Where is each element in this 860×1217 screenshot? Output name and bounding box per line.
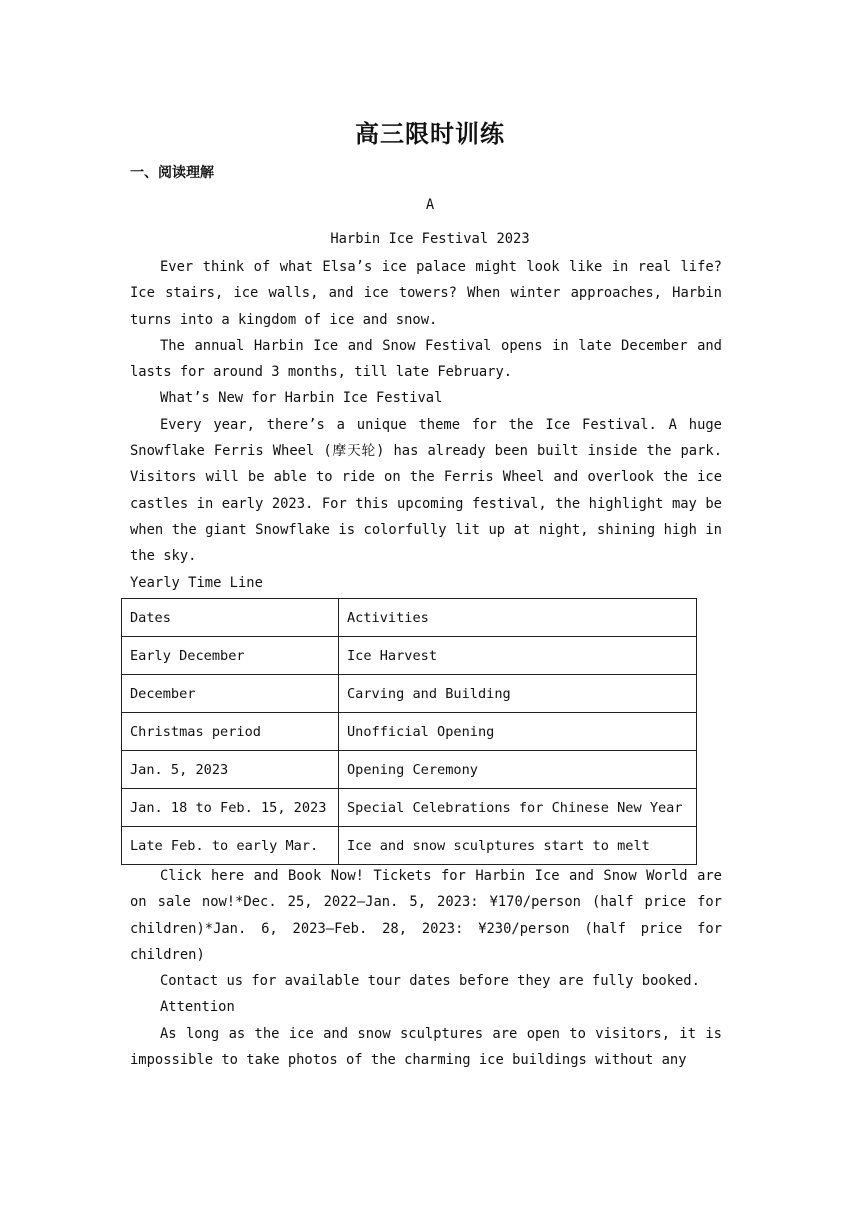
activity-cell: Ice and snow sculptures start to melt: [339, 827, 697, 865]
intro-paragraph-1: Ever think of what Elsa’s ice palace might look like in real life? Ice stairs, ice walls, and ice towers? When winter approaches, Harbin turns into a kingdom of ice and snow.: [130, 259, 722, 328]
timeline-title: Yearly Time Line: [130, 574, 263, 591]
table-row: [122, 827, 697, 865]
timeline-table: [121, 598, 697, 865]
activity-cell: Special Celebrations for Chinese New Year: [339, 789, 697, 827]
booking-paragraph: Click here and Book Now! Tickets for Harbin Ice and Snow World are on sale now!*Dec. 25, 2022—Jan. 5, 2023: ¥170/person (half price for children)*Jan. 6, 2023—Feb. 28, 2023: ¥230/person (half price for children): [130, 868, 722, 963]
header-dates: Dates: [122, 599, 339, 637]
contact-paragraph: Contact us for available tour dates before they are fully booked.: [160, 973, 700, 990]
header-activities: Activities: [339, 599, 697, 637]
whats-new-paragraph: Every year, there’s a unique theme for the Ice Festival. A huge Snowflake Ferris Wheel (摩天轮) has already been built inside the park. Visitors will be able to ride on the Ferris Wheel and overlook the ice castles in early 2023. For this upcoming festival, the highlight may be when the giant Snowflake is colorfully lit up at night, shining high in the sky.: [130, 416, 722, 565]
date-cell: December: [122, 675, 339, 713]
attention-paragraph: As long as the ice and snow sculptures are open to visitors, it is impossible to take photos of the charming ice buildings without any: [130, 1025, 722, 1069]
activity-cell: Ice Harvest: [339, 637, 697, 675]
passage-label: A: [425, 197, 435, 213]
whats-new-heading: What’s New for Harbin Ice Festival: [160, 390, 443, 407]
section-heading: 一、阅读理解: [130, 165, 214, 181]
intro-paragraph-2: The annual Harbin Ice and Snow Festival opens in late December and lasts for around 3 months, till late February.: [130, 337, 722, 381]
table-row: [122, 637, 697, 675]
activity-cell: Carving and Building: [339, 675, 697, 713]
date-cell: Jan. 5, 2023: [122, 751, 339, 789]
passage-booking: [130, 863, 722, 1073]
table-row: [122, 675, 697, 713]
date-cell: Christmas period: [122, 713, 339, 751]
passage-heading: Harbin Ice Festival 2023: [330, 231, 530, 247]
page-title: 高三限时训练: [355, 119, 505, 148]
date-cell: Jan. 18 to Feb. 15, 2023: [122, 789, 339, 827]
attention-heading: Attention: [160, 999, 235, 1016]
activity-cell: Opening Ceremony: [339, 751, 697, 789]
table-row: [122, 713, 697, 751]
activity-cell: Unofficial Opening: [339, 713, 697, 751]
date-cell: Early December: [122, 637, 339, 675]
table-header-row: [122, 599, 697, 637]
passage-intro: [130, 254, 722, 596]
date-cell: Late Feb. to early Mar.: [122, 827, 339, 865]
table-row: [122, 789, 697, 827]
table-row: [122, 751, 697, 789]
